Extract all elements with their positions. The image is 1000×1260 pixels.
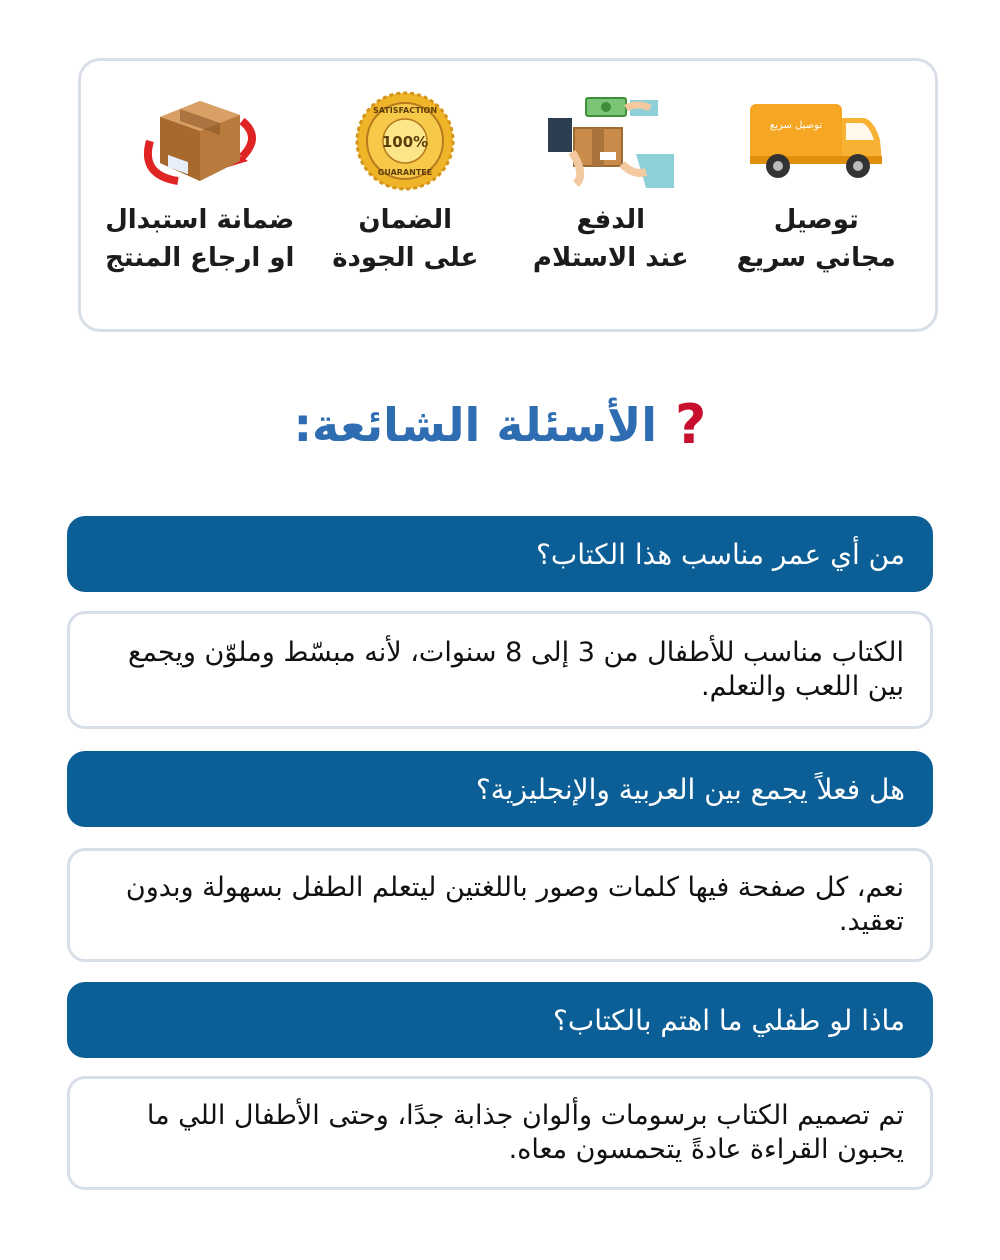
question-text: ماذا لو طفلي ما اهتم بالكتاب؟ <box>552 1003 905 1037</box>
badge-bottom-text: GUARANTEE <box>378 168 433 177</box>
cash-on-delivery-icon <box>536 91 686 191</box>
feature-quality-guarantee <box>303 91 508 329</box>
feature-subtitle: مجاني سريع <box>736 243 896 273</box>
answer-text: نعم، كل صفحة فيها كلمات وصور باللغتين ليتعلم الطفل بسهولة وبدون تعقيد. <box>125 872 904 937</box>
answer-text: الكتاب مناسب للأطفال من 3 إلى 8 سنوات، لأنه مبسّط وملوّن ويجمع بين اللعب والتعلم. <box>127 637 904 702</box>
feature-subtitle: عند الاستلام <box>532 243 689 273</box>
faq-answer-1 <box>67 611 933 729</box>
feature-free-delivery <box>714 91 919 329</box>
badge-top-text: SATISFACTION <box>373 106 438 115</box>
faq-question-2[interactable] <box>67 751 933 827</box>
feature-text <box>332 201 478 277</box>
features-card <box>78 58 938 332</box>
badge-percent-text: 100% <box>382 133 429 151</box>
van-label: توصيل سريع <box>770 120 823 131</box>
feature-text <box>737 201 896 277</box>
faq-question-3[interactable] <box>67 982 933 1058</box>
feature-exchange-return <box>97 91 302 329</box>
feature-title: ضمانة استبدال <box>105 205 295 235</box>
feature-subtitle: على الجودة <box>332 243 479 273</box>
feature-title: الضمان <box>358 205 453 235</box>
feature-text <box>105 201 294 277</box>
question-mark-icon: ? <box>675 393 707 456</box>
faq-title <box>0 395 1000 455</box>
return-box-icon <box>125 91 275 191</box>
feature-text <box>533 201 689 277</box>
feature-title: توصيل <box>773 205 859 235</box>
feature-title: الدفع <box>576 205 645 235</box>
faq-heading: الأسئلة الشائعة: <box>293 398 658 452</box>
feature-subtitle: او ارجاع المنتج <box>105 243 295 273</box>
delivery-van-icon <box>741 91 891 191</box>
faq-question-1[interactable] <box>67 516 933 592</box>
feature-cash-on-delivery <box>508 91 713 329</box>
faq-answer-2 <box>67 848 933 962</box>
satisfaction-badge-icon <box>330 91 480 191</box>
answer-text: تم تصميم الكتاب برسومات وألوان جذابة جدًا، وحتى الأطفال اللي ما يحبون القراءة عادةً يتحمسون معاه. <box>146 1100 904 1165</box>
question-text: من أي عمر مناسب هذا الكتاب؟ <box>535 537 905 571</box>
question-text: هل فعلاً يجمع بين العربية والإنجليزية؟ <box>475 772 905 806</box>
faq-answer-3 <box>67 1076 933 1190</box>
